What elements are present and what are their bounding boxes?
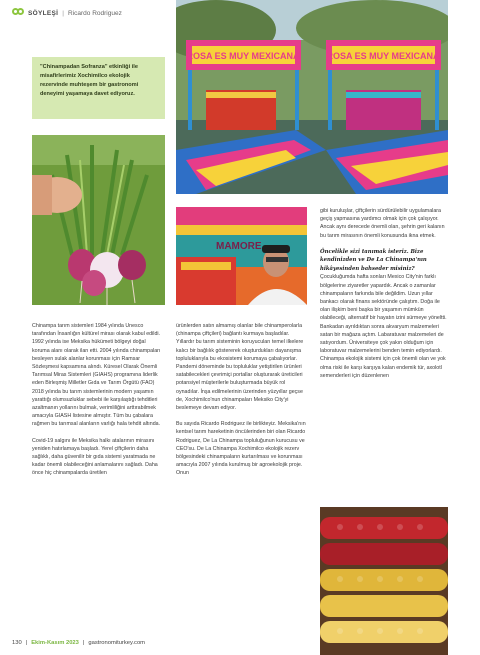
boat-sign-right: ROSA ES MUY MEXICANA	[326, 51, 440, 61]
page-number: 130	[12, 640, 22, 646]
page-header	[12, 6, 122, 20]
col1-paragraph: Covid-19 salgını ile Meksika halkı atalarının mirasını yeniden hatırlamaya başladı. Yerel çiftçilerin daha sağlıklı, daha güvenilir bir gıda sistemi yaratmada ne kadar önemli olabileceğini anlamalarını sağladı. Daha önce hiç chinampalarda üretilen	[32, 437, 158, 477]
issue-date: Ekim-Kasım 2023	[31, 640, 79, 646]
ricardo-portrait-photo	[176, 207, 307, 305]
boat-sign-left: ROSA ES MUY MEXICANA	[186, 51, 300, 61]
cart-sign: MAMORE	[216, 241, 262, 252]
trajinera-boats-photo	[176, 0, 448, 194]
col3-paragraph: gibi kuruluşlar, çiftçilerin sürdürülebilir uygulamalara geçiş yapmasına yardımcı olmak için çok çalışıyor. Ancak aynı derecede önemli olan, şehrin geri kalanın bu tarım mirasının önemli konusunda ikna etmek.	[320, 208, 445, 239]
article-column-1	[32, 322, 164, 486]
col2-paragraph: Bu sayıda Ricardo Rodriguez ile birlikteyiz. Meksika'nın kentsel tarım hareketinin öncülerinden biri olan Ricardo Rodriguez, De La Chinampa topluluğunun kurucusu ve CEO'su. De La Chinampa Xochimilco ekolojik rezerv bölgesindeki chinampaların kurtarılması ve korunması amacıyla 2007 yılında kurulmuş bir agroekolojik proje. Onun	[176, 421, 306, 477]
footer-separator: |	[25, 640, 28, 646]
section-label: SÖYLEŞİ	[28, 9, 59, 17]
article-column-2	[176, 322, 308, 486]
header-author: Ricardo Rodriguez	[67, 9, 122, 17]
col3-answer: Çocukluğumda hafta sonları Mexico City'nin farklı bölgelerine ziyaretler yapardık. Ancak o zamanlar chinampaların farkında bile değildim. Uzun yıllar bankacı olarak finans sektöründe çalıştım. Doğa ile olan ilişkim beni başka bir yaşamın mümkün olabileceği, alternatif bir hayatın izini sürmeye yöneltti. Bankadan ayrıldıktan sonra akvaryum malzemeleri satan bir mağaza açtım. Labaratuvar malzemeleri de satıyordum. Üniversiteye çok yakın olduğum için laboratuvar malzemelerini benden temin ediyorlardı. Chinampa ekolojik sistemi için çok önemli olan ve yok olma riski ile karşı karşıya kalan endemik tür, axolotl semenderleri için düzenlenen	[320, 274, 447, 379]
page-footer	[12, 640, 145, 646]
header-separator: |	[62, 9, 64, 17]
col2-paragraph: ürünlerden satın almamış olanlar bile chinamperolarla (chinampa çiftçileri) bağlantı kurmaya başladılar. Yıllardır bu tarım sisteminin koruyucuları temel ilkelere kalıcı bir bağlılık göstererek oluşturdukları dayanışma topluluklarıyla bu ekosistemi korumaya çabalıyorlar. Pandemi döneminde bu topluluklar yetiştirilen ürünleri satabilecekleri çevrimiçi portallar oluşturarak üreticileri potansiyel müşterilerle buluşturmada büyük rol oynadılar. İnşa edilmelerinin üzerinden yüzyıllar geçse de, Xochimilco'nun chinampaları Meksiko City'yi beslemeye devam ediyor.	[176, 323, 304, 412]
col1-paragraph: Chinampa tarım sistemleri 1984 yılında Unesco tarafından İnsanlığın kültürel mirası olarak kabul edildi. 1992 yılında ise Meksika hükümeti bölgeyi doğal koruma alanı olarak ilan etti. 2004 yılında chinampaları besleyen sulak alanlar korunması için Ramsar Sözleşmesi kapsamına alındı. Küresel Olarak Önemli Tarımsal Miras Sistemleri (GIAHS) programına liderlik eden Birleşmiş Milletler Gıda ve Tarım Örgütü (FAO) 2018 yılında bu tarım sistemlerinin modern yaşamın yarattığı olumsuzluklar sebebi ile karşılaştığı tehditleri azaltmanın yollarını bulmak, verimliliğini arttırabilmek amacıyla GIASH listesine almıştır. Tüm bu çabalara rağmen bu tarımsal alanların varlığı hala tehdit altında.	[32, 323, 161, 428]
article-column-3	[320, 207, 450, 388]
website-link[interactable]: gastronomiturkey.com	[88, 640, 145, 646]
interview-question: Öncelikle sizi tanımak isteriz. Bize kendinizden ve De La Chinampa'nın hikâyesinden bahseder misiniz?	[320, 248, 427, 272]
pull-quote: "Chinampadan Sofranza" etkinliği ile misafirlerimiz Xochimilco ekolojik rezervinde muhteşem bir gastronomi deneyimi yaşamaya davet ediyoruz.	[32, 57, 165, 119]
footer-separator: |	[82, 640, 85, 646]
corn-photo	[320, 507, 448, 655]
magazine-logo-icon	[12, 8, 24, 18]
onions-photo	[32, 135, 165, 305]
